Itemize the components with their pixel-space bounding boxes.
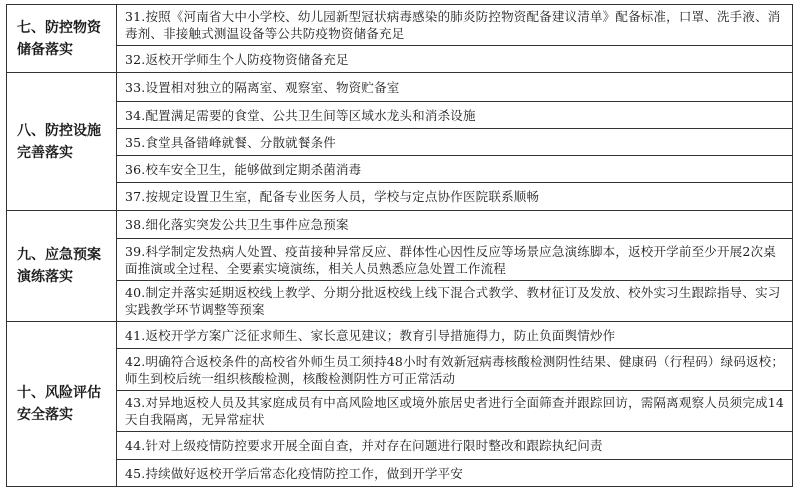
item-42: 42.明确符合返校条件的高校省外师生员工须持48小时有效新冠病毒核酸检测阴性结果、健康码（行程码）绿码返校；师生到校后统一组织核酸检测，核酸检测阴性方可正常活动 bbox=[117, 349, 793, 391]
table-row bbox=[7, 322, 793, 349]
table-row bbox=[7, 211, 793, 239]
category-cell-8: 八、防控设施完善落实 bbox=[7, 73, 117, 211]
table-row bbox=[7, 460, 793, 487]
table-row bbox=[7, 239, 793, 281]
item-36: 36.校车安全卫生，能够做到定期杀菌消毒 bbox=[117, 156, 793, 183]
item-43: 43.对异地返校人员及其家庭成员有中高风险地区或境外旅居史者进行全面筛查并跟踪回访，需隔离观察人员须完成14天自我隔离，无异常症状 bbox=[117, 391, 793, 432]
item-31: 31.按照《河南省大中小学校、幼儿园新型冠状病毒感染的肺炎防控物资配备建议清单》配备标准，口罩、洗手液、消毒剂、非接触式测温设备等公共防疫物资储备充足 bbox=[117, 5, 793, 46]
category-cell-7: 七、防控物资储备落实 bbox=[7, 5, 117, 73]
table-row bbox=[7, 73, 793, 102]
item-38: 38.细化落实突发公共卫生事件应急预案 bbox=[117, 211, 793, 239]
item-34: 34.配置满足需要的食堂、公共卫生间等区域水龙头和消杀设施 bbox=[117, 102, 793, 129]
item-45: 45.持续做好返校开学后常态化疫情防控工作，做到开学平安 bbox=[117, 460, 793, 487]
item-40: 40.制定并落实延期返校线上教学、分期分批返校线上线下混合式教学、教材征订及发放、校外实习生跟踪指导、实习实践教学环节调整等预案 bbox=[117, 281, 793, 322]
item-37: 37.按规定设置卫生室，配备专业医务人员，学校与定点协作医院联系顺畅 bbox=[117, 183, 793, 211]
table-row bbox=[7, 183, 793, 211]
checklist-table bbox=[6, 4, 793, 487]
item-39: 39.科学制定发热病人处置、疫苗接种异常反应、群体性心因性反应等场景应急演练脚本，返校开学前至少开展2次桌面推演或全过程、全要素实境演练，相关人员熟悉应急处置工作流程 bbox=[117, 239, 793, 281]
item-33: 33.设置相对独立的隔离室、观察室、物资贮备室 bbox=[117, 73, 793, 102]
table-row bbox=[7, 102, 793, 129]
table-row bbox=[7, 5, 793, 46]
table-row bbox=[7, 129, 793, 156]
item-32: 32.返校开学师生个人防疫物资储备充足 bbox=[117, 46, 793, 73]
item-35: 35.食堂具备错峰就餐、分散就餐条件 bbox=[117, 129, 793, 156]
item-41: 41.返校开学方案广泛征求师生、家长意见建议；教育引导措施得力，防止负面舆情炒作 bbox=[117, 322, 793, 349]
table-row bbox=[7, 349, 793, 391]
table-row bbox=[7, 46, 793, 73]
category-cell-10: 十、风险评估安全落实 bbox=[7, 322, 117, 487]
table-row bbox=[7, 156, 793, 183]
table-row bbox=[7, 432, 793, 460]
item-44: 44.针对上级疫情防控要求开展全面自查，并对存在问题进行限时整改和跟踪执纪问责 bbox=[117, 432, 793, 460]
table-row bbox=[7, 391, 793, 432]
table-row bbox=[7, 281, 793, 322]
category-cell-9: 九、应急预案演练落实 bbox=[7, 211, 117, 322]
